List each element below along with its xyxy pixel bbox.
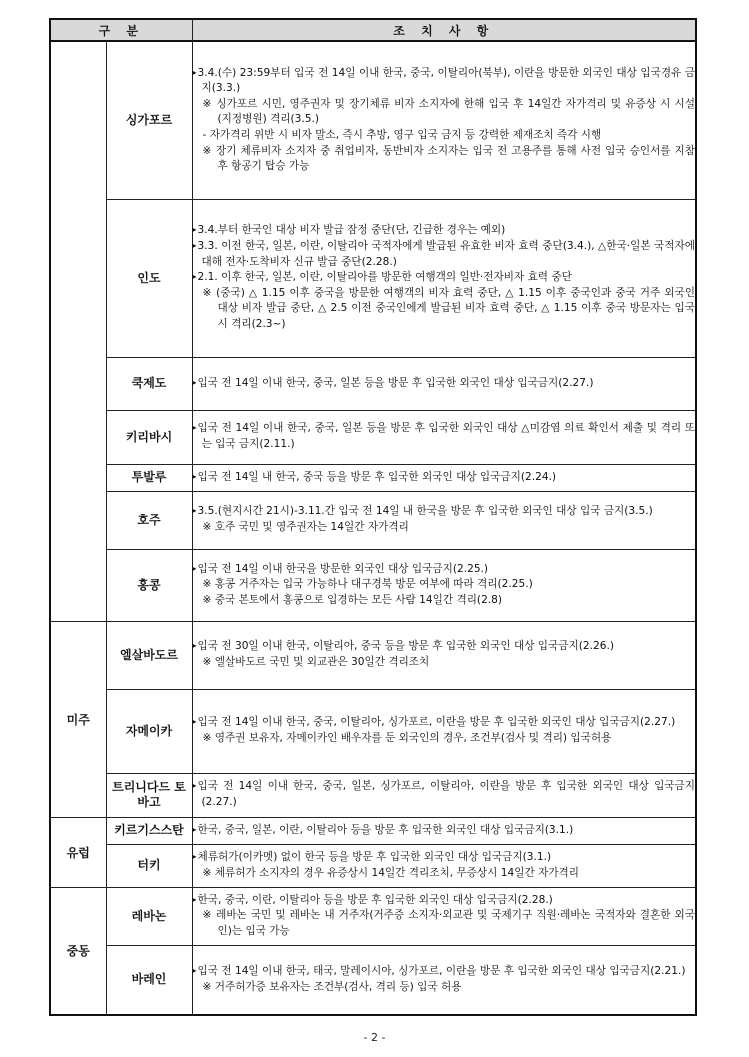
note-item: ※ (중국) △ 1.15 이후 중국을 방문한 여행객의 비자 효력 중단, △ 1.15 이후 중국인과 중국 거주 외국인 대상 비자 발급 중단, △ 2.5 이전 중국인에게 발급된 비자 효력 중단, △ 1.15 이후 중국 방문자는 입국시 격리(2.3~) xyxy=(202,286,695,330)
table-row xyxy=(50,357,696,410)
country-cell: 자메이카 xyxy=(106,689,192,773)
region-cell: 유럽 xyxy=(50,817,106,887)
measures-cell xyxy=(192,464,696,491)
table-row xyxy=(50,464,696,491)
country-cell: 싱가포르 xyxy=(106,41,192,199)
note-item: ※ 영주권 보유자, 자메이카인 배우자를 둔 외국인의 경우, 조건부(검사 및 격리) 입국허용 xyxy=(202,732,612,744)
note-item: ※ 호주 국민 및 영주권자는 14일간 자가격리 xyxy=(202,521,409,533)
note-item: ※ 엘살바도르 국민 및 외교관은 30일간 격리조치 xyxy=(202,656,430,668)
table-row xyxy=(50,199,696,357)
measures-cell xyxy=(192,945,696,1015)
measures-cell xyxy=(192,41,696,199)
country-cell: 투발루 xyxy=(106,464,192,491)
country-cell: 트리니다드 토바고 xyxy=(106,773,192,817)
measures-cell xyxy=(192,357,696,410)
measures-cell xyxy=(192,410,696,464)
note-item: ※ 중국 본토에서 홍콩으로 입경하는 모든 사람 14일간 격리(2.8) xyxy=(202,593,503,606)
note-item: ※ 장기 체류비자 소지자 중 취업비자, 동반비자 소지자는 입국 전 고용주를 통해 사전 입국 승인서를 지참 후 항공기 탑승 가능 xyxy=(202,144,695,173)
table-row xyxy=(50,41,696,199)
bullet-item: ▸ 입국 전 14일 이내 한국, 중국, 이탈리아, 싱가포르, 이란을 방문 후 입국한 외국인 대상 입국금지(2.27.) xyxy=(193,715,696,731)
country-cell: 키르기스스탄 xyxy=(106,817,192,844)
bullet-item: ▸ 입국 전 14일 이내 한국, 중국, 일본 등을 방문 후 입국한 외국인 대상 입국금지(2.27.) xyxy=(193,376,696,392)
country-cell: 쿡제도 xyxy=(106,357,192,410)
country-cell: 레바논 xyxy=(106,887,192,945)
table-row xyxy=(50,844,696,887)
bullet-item: ▸ 3.4.(수) 23:59부터 입국 전 14일 이내 한국, 중국, 이탈리아(북부), 이란을 방문한 외국인 대상 입국경유 금지(3.3.) xyxy=(193,66,696,97)
region-cell: 중동 xyxy=(50,887,106,1015)
measures-cell xyxy=(192,773,696,817)
bullet-item: ▸ 입국 전 14일 이내 한국, 중국, 일본, 싱가포르, 이탈리아, 이란을 방문 후 입국한 외국인 대상 입국금지(2.27.) xyxy=(193,779,696,810)
bullet-item: ▸ 3.3. 이전 한국, 일본, 이란, 이탈리아 국적자에게 발급된 유효한 비자 효력 중단(3.4.), △한국·일본 국적자에 대해 전자·도착비자 신규 발급 중단(2.28.) xyxy=(193,239,696,270)
table-row xyxy=(50,773,696,817)
note-item: ※ 레바논 국민 및 레바논 내 거주자(거주증 소지자·외교관 및 국제기구 직원·레바논 국적자와 결혼한 외국인)는 입국 가능 xyxy=(202,909,695,937)
measures-cell xyxy=(192,549,696,621)
bullet-item: ▸ 입국 전 14일 이내 한국을 방문한 외국인 대상 입국금지(2.25.) xyxy=(193,562,696,578)
sub-item: - 자가격리 위반 시 비자 말소, 즉시 추방, 영구 입국 금지 등 강력한 제재조치 즉각 시행 xyxy=(202,129,602,142)
country-cell: 호주 xyxy=(106,491,192,549)
table-row xyxy=(50,689,696,773)
note-item: ※ 체류허가 소지자의 경우 유증상시 14일간 격리조치, 무증상시 14일간 자가격리 xyxy=(202,866,580,879)
measures-cell xyxy=(192,199,696,357)
measures-cell xyxy=(192,817,696,844)
table-row xyxy=(50,549,696,621)
header-measures: 조 치 사 항 xyxy=(192,19,696,41)
measures-cell xyxy=(192,621,696,689)
region-cell: 미주 xyxy=(50,621,106,817)
bullet-item: ▸ 입국 전 14일 이내 한국, 태국, 말레이시아, 싱가포르, 이란을 방문 후 입국한 외국인 대상 입국금지(2.21.) xyxy=(193,964,696,980)
table-row xyxy=(50,410,696,464)
country-cell: 엘살바도르 xyxy=(106,621,192,689)
measures-cell xyxy=(192,887,696,945)
country-cell: 인도 xyxy=(106,199,192,357)
bullet-item: ▸ 한국, 중국, 이란, 이탈리아 등을 방문 후 입국한 외국인 대상 입국금지(2.28.) xyxy=(193,893,696,909)
bullet-item: ▸ 입국 전 30일 이내 한국, 이탈리아, 중국 등을 방문 후 입국한 외국인 대상 입국금지(2.26.) xyxy=(193,639,696,655)
country-cell: 키리바시 xyxy=(106,410,192,464)
measures-cell xyxy=(192,844,696,887)
country-cell: 터키 xyxy=(106,844,192,887)
bullet-item: ▸ 3.5.(현지시간 21시)-3.11.간 입국 전 14일 내 한국을 방문 후 입국한 외국인 대상 입국 금지(3.5.) xyxy=(193,504,696,520)
note-item: ※ 싱가포르 시민, 영주권자 및 장기체류 비자 소지자에 한해 입국 후 14일간 자가격리 및 유증상 시 시설(지정병원) 격리(3.5.) xyxy=(202,97,695,126)
page-number: - 2 - xyxy=(363,1031,386,1044)
measures-cell xyxy=(192,491,696,549)
note-item: ※ 거주허가증 보유자는 조건부(검사, 격리 등) 입국 허용 xyxy=(202,980,462,993)
table-row xyxy=(50,945,696,1015)
region-cell xyxy=(50,41,106,621)
bullet-item: ▸ 2.1. 이후 한국, 일본, 이란, 이탈리아를 방문한 여행객의 일반·전자비자 효력 중단 xyxy=(193,270,696,286)
measures-cell xyxy=(192,689,696,773)
note-item: ※ 홍콩 거주자는 입국 가능하나 대구경북 방문 여부에 따라 격리(2.25.) xyxy=(202,578,533,591)
table-row xyxy=(50,621,696,689)
bullet-item: ▸ 입국 전 14일 내 한국, 중국 등을 방문 후 입국한 외국인 대상 입국금지(2.24.) xyxy=(193,470,696,486)
table-row xyxy=(50,817,696,844)
bullet-item: ▸ 체류허가(이카멧) 없이 한국 등을 방문 후 입국한 외국인 대상 입국금지(3.1.) xyxy=(193,850,696,866)
table-row xyxy=(50,491,696,549)
measures-table xyxy=(49,18,697,1016)
bullet-item: ▸ 3.4.부터 한국인 대상 비자 발급 잠정 중단(단, 긴급한 경우는 예외) xyxy=(193,223,696,239)
header-category: 구 분 xyxy=(50,19,192,41)
country-cell: 바레인 xyxy=(106,945,192,1015)
bullet-item: ▸ 입국 전 14일 이내 한국, 중국, 일본 등을 방문 후 입국한 외국인 대상 △미감염 의료 확인서 제출 및 격리 또는 입국 금지(2.11.) xyxy=(193,421,696,452)
table-header-row xyxy=(50,19,696,41)
table-row xyxy=(50,887,696,945)
bullet-item: ▸ 한국, 중국, 일본, 이란, 이탈리아 등을 방문 후 입국한 외국인 대상 입국금지(3.1.) xyxy=(193,823,696,839)
country-cell: 홍콩 xyxy=(106,549,192,621)
